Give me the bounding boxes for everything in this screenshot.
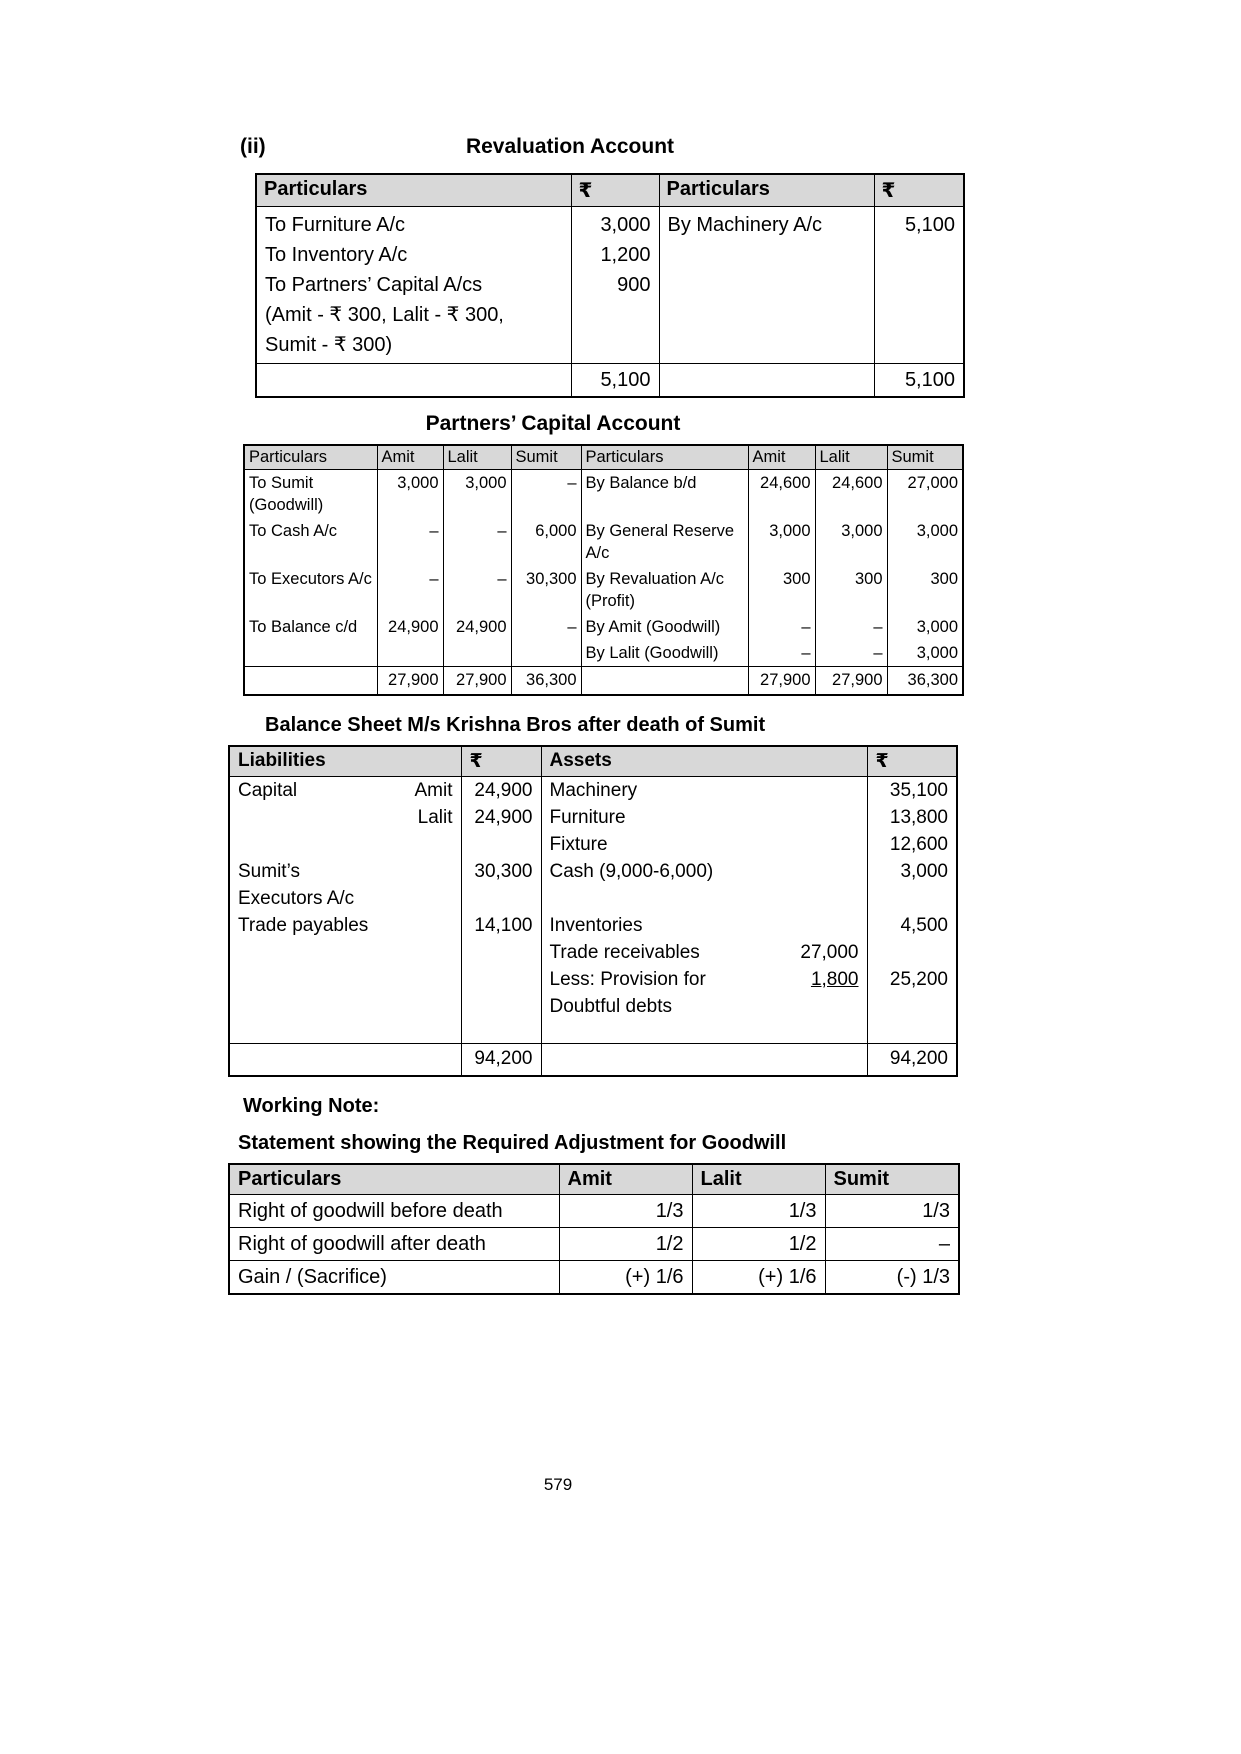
particulars-cell: Right of goodwill after death (229, 1227, 559, 1260)
liability-cell (229, 858, 461, 885)
amount-cell: 30,300 (511, 566, 581, 614)
liability-amount (461, 885, 541, 912)
liability-cell (229, 804, 461, 831)
value-cell: – (825, 1227, 959, 1260)
capital-account-title: Partners’ Capital Account (425, 412, 681, 435)
debit-particulars-cell: To Cash A/c (244, 518, 377, 566)
debit-total: 5,100 (571, 364, 659, 398)
table-row (229, 804, 957, 831)
credit-line: By Machinery A/c (667, 214, 823, 236)
debit-particulars-cell: To Executors A/c (244, 566, 377, 614)
debit-line: Sumit - ₹ 300) (265, 334, 393, 356)
liability-cell (229, 993, 461, 1020)
total-row (229, 1044, 957, 1076)
liability-amount: 30,300 (461, 858, 541, 885)
amount-cell: 24,600 (815, 470, 887, 519)
amount-cell (443, 640, 511, 667)
liability-amount (461, 939, 541, 966)
credit-amount-cell (874, 207, 964, 364)
debit-amount: 900 (617, 274, 651, 296)
asset-amount: 13,800 (867, 804, 957, 831)
asset-cell (541, 939, 867, 966)
liability-amount (461, 993, 541, 1020)
table-row (244, 470, 963, 519)
table-row (244, 640, 963, 667)
credit-total: 5,100 (874, 364, 964, 398)
total-amount: 36,300 (511, 667, 581, 695)
credit-particulars-cell: By Balance b/d (581, 470, 748, 519)
column-header-lalit: Lalit (443, 445, 511, 470)
goodwill-statement-title: Statement showing the Required Adjustment for Goodwill (238, 1131, 787, 1154)
empty-cell (256, 364, 571, 398)
debit-line: To Inventory A/c (265, 244, 408, 266)
amount-cell: 27,000 (887, 470, 963, 519)
column-header-sumit: Sumit (511, 445, 581, 470)
amount-cell: 300 (748, 566, 815, 614)
total-row (244, 667, 963, 695)
table-row (229, 885, 957, 912)
asset-label: Inventories (549, 914, 643, 936)
credit-particulars-cell: By Amit (Goodwill) (581, 614, 748, 640)
value-cell: (-) 1/3 (825, 1260, 959, 1294)
table-header-row (229, 746, 957, 777)
amount-cell (511, 640, 581, 667)
column-header-assets: Assets (541, 746, 867, 777)
credit-particulars-cell: By General Reserve A/c (581, 518, 748, 566)
asset-sub-amount: 1,800 (810, 968, 859, 990)
amount-cell: – (748, 614, 815, 640)
table-row (229, 993, 957, 1020)
amount-cell: – (443, 518, 511, 566)
value-cell: (+) 1/6 (559, 1260, 692, 1294)
value-cell: 1/2 (559, 1227, 692, 1260)
liability-cell (229, 885, 461, 912)
spacer-row (229, 1020, 957, 1044)
revaluation-account-table (255, 173, 965, 398)
liability-amount (461, 966, 541, 993)
page-number: 579 (543, 1474, 573, 1494)
column-header-liabilities: Liabilities (229, 746, 461, 777)
column-header-lalit: Lalit (815, 445, 887, 470)
total-amount: 27,900 (443, 667, 511, 695)
asset-sub-amount (787, 858, 859, 885)
goodwill-adjustment-table (228, 1163, 960, 1295)
amount-cell: 3,000 (887, 640, 963, 667)
debit-particulars-cell: To Sumit (Goodwill) (244, 470, 377, 519)
asset-label: Trade receivables (549, 941, 700, 963)
empty-cell (659, 364, 874, 398)
credit-particulars-cell (659, 207, 874, 364)
column-header-rupee: ₹ (874, 174, 964, 207)
liability-label: Trade payables (238, 914, 369, 936)
column-header-amit: Amit (559, 1164, 692, 1195)
amount-cell: 3,000 (377, 470, 443, 519)
asset-cell (541, 966, 867, 993)
debit-amount-cell (571, 207, 659, 364)
debit-particulars-cell (244, 640, 377, 667)
asset-amount (867, 885, 957, 912)
table-header-row (244, 445, 963, 470)
amount-cell: 24,900 (443, 614, 511, 640)
particulars-cell: Right of goodwill before death (229, 1194, 559, 1227)
column-header-particulars: Particulars (581, 445, 748, 470)
asset-cell (541, 831, 867, 858)
table-row (229, 1260, 959, 1294)
partners-capital-table (243, 444, 964, 696)
working-note-heading: Working Note: (243, 1094, 380, 1117)
amount-cell: – (748, 640, 815, 667)
amount-cell: 3,000 (887, 518, 963, 566)
amount-cell: 6,000 (511, 518, 581, 566)
table-row (229, 1194, 959, 1227)
column-header-rupee: ₹ (867, 746, 957, 777)
asset-sub-amount (787, 804, 859, 831)
column-header-rupee: ₹ (571, 174, 659, 207)
total-amount: 36,300 (887, 667, 963, 695)
asset-sub-amount: 27,000 (800, 941, 859, 963)
column-header-particulars: Particulars (244, 445, 377, 470)
credit-particulars-cell: By Revaluation A/c (Profit) (581, 566, 748, 614)
debit-particulars-cell: To Balance c/d (244, 614, 377, 640)
asset-sub-amount (787, 993, 859, 1020)
asset-amount (867, 993, 957, 1020)
asset-amount (867, 939, 957, 966)
table-row (229, 831, 957, 858)
amount-cell: 3,000 (815, 518, 887, 566)
liability-cell (229, 939, 461, 966)
liability-label: Executors A/c (238, 887, 355, 909)
partner-name: Lalit (417, 806, 453, 828)
asset-cell (541, 776, 867, 804)
amount-cell: – (511, 470, 581, 519)
liability-label: Capital (238, 779, 298, 801)
table-row (244, 566, 963, 614)
asset-cell (541, 804, 867, 831)
empty-cell (541, 1044, 867, 1076)
liability-amount: 24,900 (461, 804, 541, 831)
debit-line: (Amit - ₹ 300, Lalit - ₹ 300, (265, 304, 504, 326)
asset-cell (541, 993, 867, 1020)
asset-label: Machinery (549, 779, 638, 801)
total-row (256, 364, 964, 398)
table-header-row (229, 1164, 959, 1195)
value-cell: (+) 1/6 (692, 1260, 825, 1294)
table-header-row (256, 174, 964, 207)
debit-line: To Partners’ Capital A/cs (265, 274, 483, 296)
liability-cell (229, 966, 461, 993)
amount-cell: – (511, 614, 581, 640)
revaluation-title: Revaluation Account (465, 135, 675, 158)
asset-amount: 35,100 (867, 776, 957, 804)
balance-sheet-table (228, 745, 958, 1077)
table-row (229, 776, 957, 804)
column-header-particulars: Particulars (659, 174, 874, 207)
value-cell: 1/2 (692, 1227, 825, 1260)
column-header-amit: Amit (748, 445, 815, 470)
value-cell: 1/3 (692, 1194, 825, 1227)
debit-amount: 1,200 (600, 244, 651, 266)
empty-cell (244, 667, 377, 695)
amount-cell: – (815, 640, 887, 667)
asset-amount: 25,200 (867, 966, 957, 993)
liability-amount: 24,900 (461, 776, 541, 804)
total-amount: 27,900 (748, 667, 815, 695)
table-row (244, 518, 963, 566)
column-header-particulars: Particulars (229, 1164, 559, 1195)
amount-cell: – (377, 566, 443, 614)
debit-particulars-cell (256, 207, 571, 364)
liability-cell (229, 776, 461, 804)
empty-cell (229, 1044, 461, 1076)
liability-amount (461, 831, 541, 858)
asset-sub-amount (787, 912, 859, 939)
particulars-cell: Gain / (Sacrifice) (229, 1260, 559, 1294)
asset-label: Doubtful debts (549, 995, 673, 1017)
assets-total: 94,200 (867, 1044, 957, 1076)
asset-label: Furniture (549, 806, 626, 828)
amount-cell: 3,000 (887, 614, 963, 640)
table-row (229, 912, 957, 939)
empty-cell (581, 667, 748, 695)
asset-cell (541, 858, 867, 885)
amount-cell: 24,600 (748, 470, 815, 519)
amount-cell: 300 (887, 566, 963, 614)
partner-name: Amit (414, 779, 453, 801)
asset-label: Cash (9,000-6,000) (549, 860, 714, 882)
column-header-rupee: ₹ (461, 746, 541, 777)
table-row (256, 207, 964, 364)
value-cell: 1/3 (559, 1194, 692, 1227)
balance-sheet-title: Balance Sheet M/s Krishna Bros after death of Sumit (265, 713, 766, 736)
liability-label: Sumit’s (238, 860, 300, 882)
amount-cell: 3,000 (748, 518, 815, 566)
column-header-sumit: Sumit (825, 1164, 959, 1195)
table-row (229, 1227, 959, 1260)
amount-cell: 300 (815, 566, 887, 614)
table-row (229, 966, 957, 993)
amount-cell (377, 640, 443, 667)
asset-amount: 3,000 (867, 858, 957, 885)
asset-cell (541, 885, 867, 912)
total-amount: 27,900 (815, 667, 887, 695)
asset-sub-amount (787, 831, 859, 858)
total-amount: 27,900 (377, 667, 443, 695)
debit-amount: 3,000 (600, 214, 651, 236)
amount-cell: – (377, 518, 443, 566)
liability-cell (229, 912, 461, 939)
page-content (228, 135, 968, 1495)
liability-amount: 14,100 (461, 912, 541, 939)
asset-label: Less: Provision for (549, 968, 706, 990)
liabilities-total: 94,200 (461, 1044, 541, 1076)
column-header-amit: Amit (377, 445, 443, 470)
amount-cell: – (815, 614, 887, 640)
credit-particulars-cell: By Lalit (Goodwill) (581, 640, 748, 667)
amount-cell: 3,000 (443, 470, 511, 519)
credit-amount: 5,100 (904, 214, 955, 236)
value-cell: 1/3 (825, 1194, 959, 1227)
asset-amount: 4,500 (867, 912, 957, 939)
asset-cell (541, 912, 867, 939)
item-label: (ii) (240, 135, 266, 158)
table-row (229, 939, 957, 966)
table-row (244, 614, 963, 640)
debit-line: To Furniture A/c (265, 214, 406, 236)
revaluation-title-bar (228, 135, 968, 167)
column-header-particulars: Particulars (256, 174, 571, 207)
column-header-lalit: Lalit (692, 1164, 825, 1195)
liability-cell (229, 831, 461, 858)
asset-sub-amount (787, 777, 859, 804)
column-header-sumit: Sumit (887, 445, 963, 470)
amount-cell: 24,900 (377, 614, 443, 640)
table-row (229, 858, 957, 885)
asset-label: Fixture (549, 833, 608, 855)
amount-cell: – (443, 566, 511, 614)
asset-amount: 12,600 (867, 831, 957, 858)
